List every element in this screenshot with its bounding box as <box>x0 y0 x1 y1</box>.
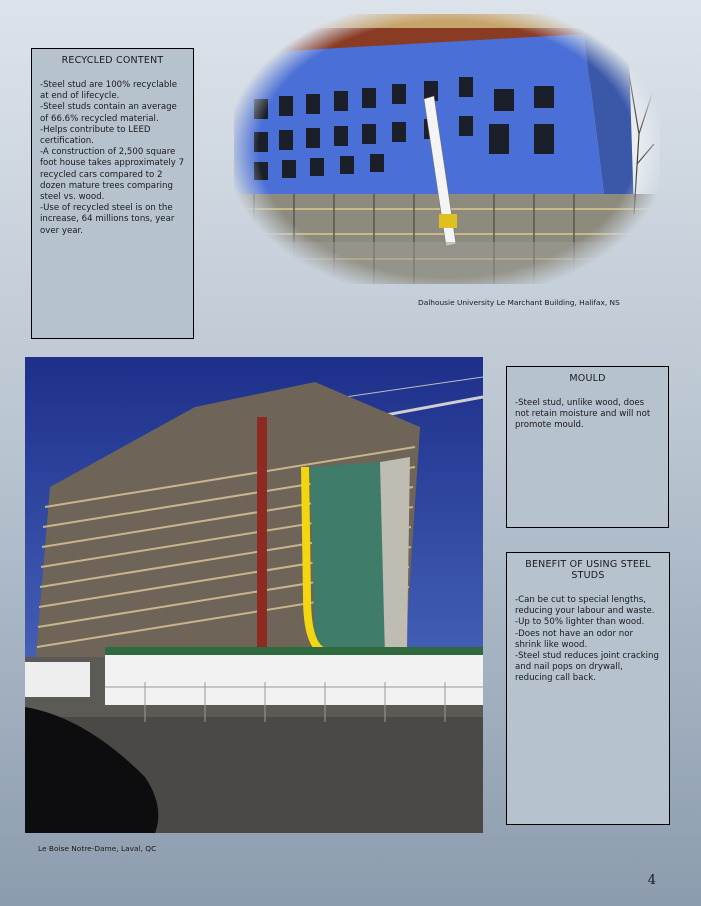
recycled-content-box <box>31 48 194 339</box>
benefit-box <box>506 552 670 825</box>
recycled-content-title: RECYCLED CONTENT <box>61 55 164 66</box>
photo-dalhousie-building <box>234 14 660 284</box>
mould-body: -Steel stud, unlike wood, does not retain moisture and will not promote mould. <box>515 398 651 431</box>
benefit-title: BENEFIT OF USING STEEL STUDS <box>525 559 651 581</box>
photo1-caption: Dalhousie University Le Marchant Building, Halifax, NS <box>418 298 620 307</box>
photo-laval-highrise <box>25 357 483 833</box>
benefit-body: -Can be cut to special lengths, reducing your labour and waste. -Up to 50% lighter than wood. -Does not have an odor nor shrink like wood. -Steel stud reduces joint cracking and nail pops on drywall, reducing call back. <box>515 595 659 684</box>
mould-title: MOULD <box>569 373 606 384</box>
recycled-content-body: -Steel stud are 100% recyclable at end of lifecycle. -Steel studs contain an average of 66.6% recycled material. -Helps contribute to LEED certification. -A construction of 2,500 square foot house takes approximately 7 recycled cars compared to 2 dozen mature trees comparing steel vs. wood. -Use of recycled steel is on the increase, 64 millions tons, year over year. <box>40 80 185 236</box>
photo2-caption: Le Boise Notre-Dame, Laval, QC <box>38 844 157 853</box>
mould-box <box>506 366 669 528</box>
page-number: 4 <box>647 873 656 888</box>
